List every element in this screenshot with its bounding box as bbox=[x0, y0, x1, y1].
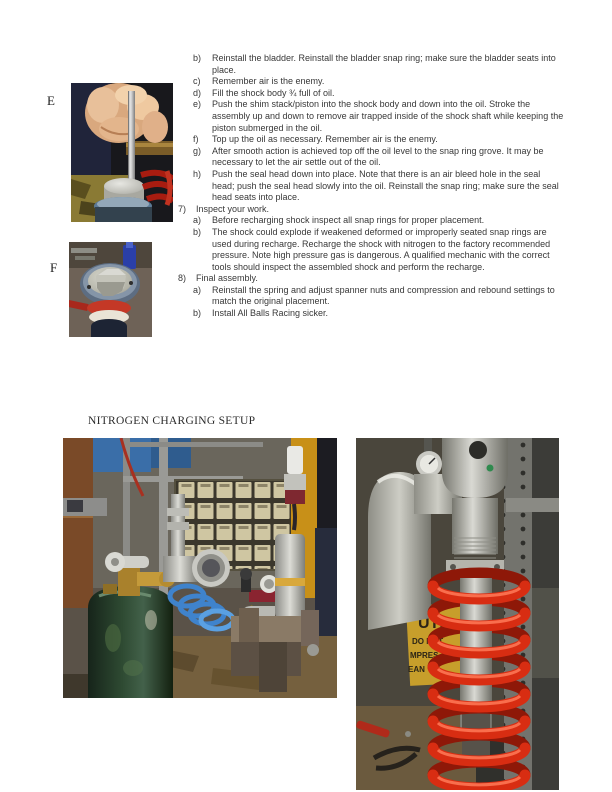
item-text: Fill the shock body ¾ full of oil. bbox=[212, 87, 335, 98]
photo-shock-red-spring bbox=[356, 438, 559, 790]
list-item bbox=[178, 53, 568, 76]
list-item bbox=[178, 308, 568, 320]
photo-e-hand-screwdriver bbox=[71, 83, 173, 222]
item-marker: b) bbox=[193, 308, 202, 319]
item-marker: b) bbox=[193, 226, 202, 237]
list-item bbox=[178, 204, 568, 216]
item-marker: c) bbox=[193, 76, 201, 87]
sign-line: EAN bbox=[408, 665, 425, 674]
blue-bottle bbox=[123, 242, 136, 269]
photo-e-scene bbox=[71, 83, 173, 222]
item-text: After smooth action is achieved top off the oil level to the snap ring grove. It may be necessary to let the air settle out of the oil. bbox=[212, 145, 544, 168]
photo-f-scene bbox=[69, 242, 152, 337]
screwdriver-shaft bbox=[128, 91, 135, 187]
list-item bbox=[178, 146, 568, 169]
item-marker: g) bbox=[193, 145, 202, 156]
section-heading: NITROGEN CHARGING SETUP bbox=[88, 415, 256, 427]
photo-nitrogen-scene bbox=[63, 438, 337, 698]
item-text: Push the seal head down into place. Note that there is an air bleed hole in the seal head; push the seal head slowly into the oil. Reinstall the snap ring; make sure the seal head seats into place. bbox=[212, 168, 559, 203]
item-text: Final assembly. bbox=[196, 273, 258, 284]
list-item bbox=[178, 76, 568, 88]
item-text: The shock could explode if weakened deformed or improperly seated snap rings are used during recharge. Recharge the shock with nitrogen to the factory recommended pressure. Note high pressure gas is dangerous. A qualified mechanic with the correct tools should inspect the assembled shock and perform the recharge. bbox=[212, 226, 551, 272]
item-text: Before recharging shock inspect all snap rings for proper placement. bbox=[212, 215, 485, 226]
figure-label-e: E bbox=[47, 93, 55, 108]
item-text: Push the shim stack/piston into the shock body and down into the oil. Stroke the assembly up and down to remove air trapped inside of the shock shaft while keeping the piston submerged in the oil. bbox=[212, 99, 564, 133]
list-item bbox=[178, 99, 568, 134]
item-marker: e) bbox=[193, 99, 202, 110]
seal-head bbox=[80, 263, 140, 305]
instruction-list bbox=[178, 53, 568, 320]
list-item bbox=[178, 273, 568, 285]
photo-f-seal-head-closeup bbox=[69, 242, 152, 337]
list-item bbox=[178, 134, 568, 146]
photo-nitrogen-charging-setup bbox=[63, 438, 337, 698]
item-marker: a) bbox=[193, 284, 202, 295]
item-text: Reinstall the spring and adjust spanner nuts and compression and rebound settings to match the original placement. bbox=[212, 284, 555, 307]
red-spring bbox=[433, 573, 525, 788]
nitrogen-tank bbox=[88, 586, 173, 698]
list-item bbox=[178, 215, 568, 227]
item-marker: h) bbox=[193, 168, 202, 179]
item-text: Remember air is the enemy. bbox=[212, 76, 325, 87]
sign-line: MPRES bbox=[410, 651, 439, 660]
item-text: Inspect your work. bbox=[196, 203, 270, 214]
list-item bbox=[178, 285, 568, 308]
figure-label-f: F bbox=[50, 260, 58, 275]
sign-line: DO NOT bbox=[412, 637, 444, 646]
item-text: Install All Balls Racing sicker. bbox=[212, 308, 329, 319]
item-marker: d) bbox=[193, 87, 202, 98]
item-marker: a) bbox=[193, 215, 202, 226]
item-marker: b) bbox=[193, 53, 202, 63]
item-marker: 8) bbox=[178, 273, 187, 284]
list-item bbox=[178, 88, 568, 100]
sign-header: UTI bbox=[418, 615, 444, 632]
item-text: Reinstall the bladder. Reinstall the bladder snap ring; make sure the bladder seats into place. bbox=[212, 53, 556, 75]
item-marker: f) bbox=[193, 134, 199, 145]
item-text: Top up the oil as necessary. Remember air is the enemy. bbox=[212, 134, 438, 145]
list-item bbox=[178, 169, 568, 204]
spring-rings bbox=[87, 300, 131, 337]
photo-shock-scene bbox=[356, 438, 559, 790]
list-item bbox=[178, 227, 568, 273]
item-marker: 7) bbox=[178, 203, 187, 214]
